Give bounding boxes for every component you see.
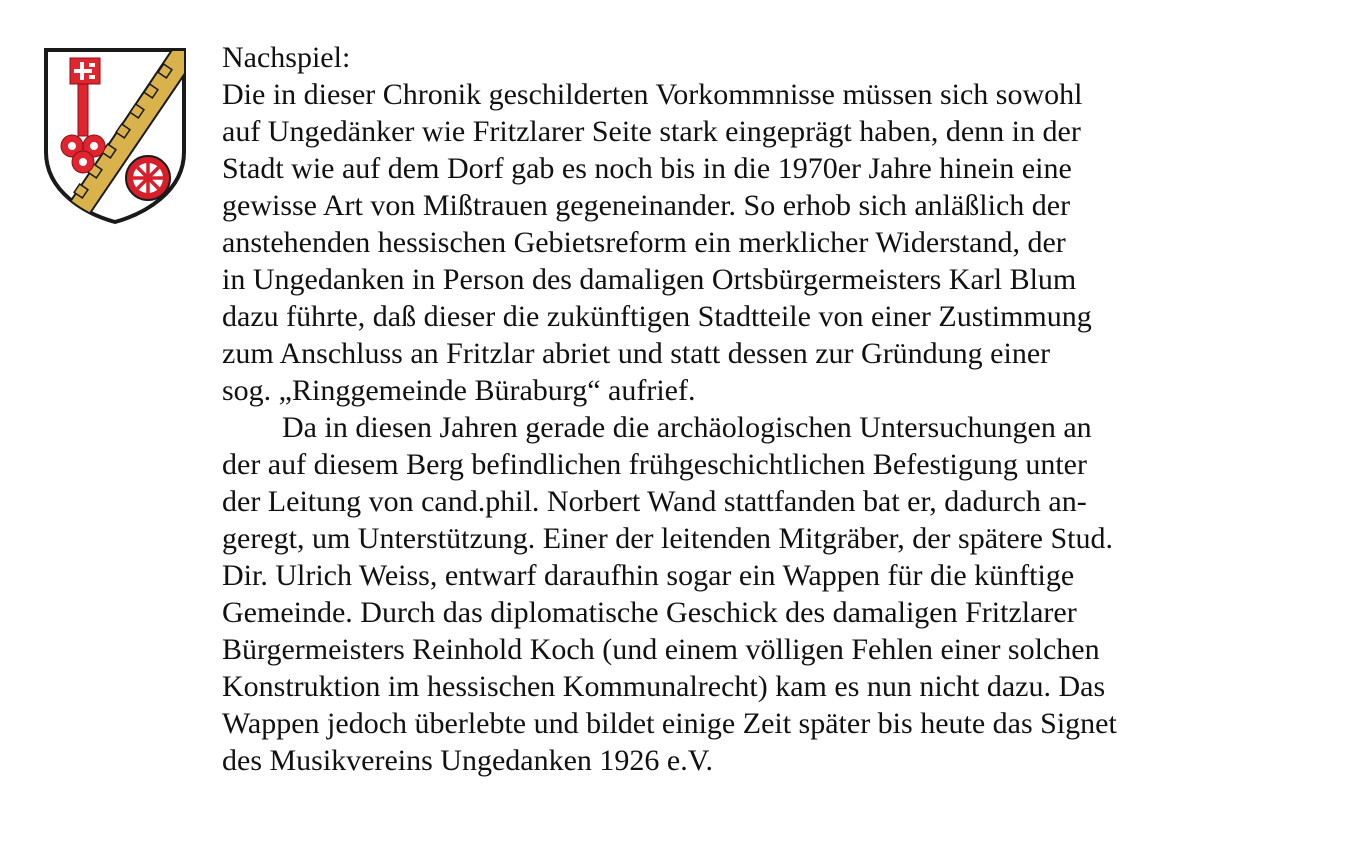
text-line: zum Anschluss an Fritzlar abriet und statt dessen zur Gründung einer [222,337,1051,370]
text-line: des Musikvereins Ungedanken 1926 e.V. [222,744,714,777]
document-body [222,39,1332,779]
text-line: Bürgermeisters Reinhold Koch (und einem völligen Fehlen einer solchen [222,633,1100,666]
text-line: dazu führte, daß dieser die zukünftigen Stadtteile von einer Zustimmung [222,300,1092,333]
text-line: Gemeinde. Durch das diplomatische Geschick des damaligen Fritzlarer [222,596,1077,629]
text-line: Wappen jedoch überlebte und bildet einige Zeit später bis heute das Signet [222,707,1117,740]
coat-of-arms-icon [40,44,190,226]
text-line: in Ungedanken in Person des damaligen Ortsbürgermeisters Karl Blum [222,263,1077,296]
text-line: anstehenden hessischen Gebietsreform ein merklicher Widerstand, der [222,226,1066,259]
document-heading: Nachspiel: [222,41,351,74]
text-line: geregt, um Unterstützung. Einer der leitenden Mitgräber, der spätere Stud. [222,522,1114,555]
text-line: der Leitung von cand.phil. Norbert Wand stattfanden bat er, dadurch an- [222,485,1087,518]
text-line: Stadt wie auf dem Dorf gab es noch bis in die 1970er Jahre hinein eine [222,152,1072,185]
text-line: sog. „Ringgemeinde Büraburg“ aufrief. [222,374,696,407]
text-line: Konstruktion im hessischen Kommunalrecht) kam es nun nicht dazu. Das [222,670,1106,703]
text-line: Da in diesen Jahren gerade die archäologischen Untersuchungen an [282,411,1092,444]
text-line: gewisse Art von Mißtrauen gegeneinander. So erhob sich anläßlich der [222,189,1071,222]
text-line: Die in dieser Chronik geschilderten Vorkommnisse müssen sich sowohl [222,78,1083,111]
text-line: auf Ungedänker wie Fritzlarer Seite stark eingeprägt haben, denn in der [222,115,1081,148]
text-line: der auf diesem Berg befindlichen frühgeschichtlichen Befestigung unter [222,448,1087,481]
text-line: Dir. Ulrich Weiss, entwarf daraufhin sogar ein Wappen für die künftige [222,559,1075,592]
